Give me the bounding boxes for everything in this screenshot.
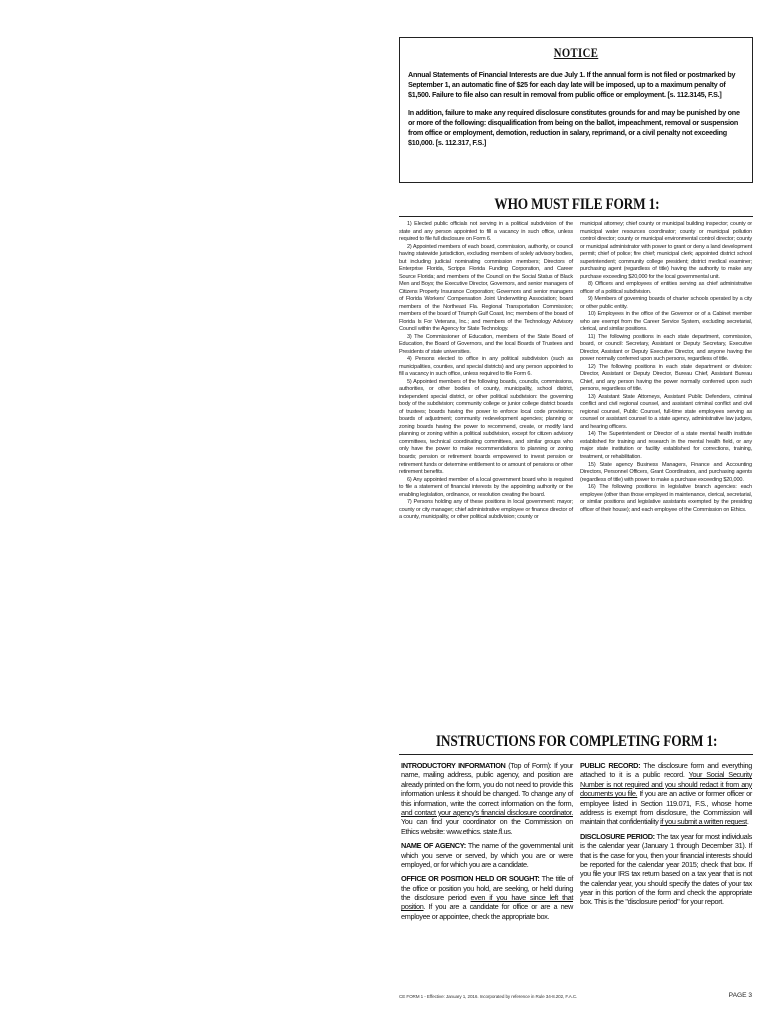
divider bbox=[399, 216, 753, 217]
who-item: 11) The following positions in each state department, commission, board, or council: Secretary, Assistant or Deputy Secretary, Executive Director, Assistant or Deputy Executive Director, and anyone having the power normally conferred upon such persons, regardless of title. bbox=[580, 333, 752, 363]
who-item: 10) Employees in the office of the Governor or of a Cabinet member who are exempt from the Career Service System, excluding secretarial, clerical, and similar positions. bbox=[580, 311, 752, 333]
who-item: 2) Appointed members of each board, commission, authority, or council having statewide jurisdiction, excluding members of solely advisory bodies, but including judicial nominating commission members; Directors of Enterprise Florida, Scripps Florida Funding Corporation, and Career Source Florida; and members of the Council on the Social Status of Black Men and Boys; the Executive Director, Governors, and senior managers of Citizens Property Insurance Corporation; Governors and senior managers of Florida Workers' Compensation Joint Underwriting Association; board members of the Northeast Fla. Regional Transportation Commission; members of the board of Triumph Gulf Coast, Inc; members of the board of Florida Is For Veterans, Inc.; and members of the Technology Advisory Council within the Agency for State Technology. bbox=[399, 243, 573, 333]
who-item: 15) State agency Business Managers, Finance and Accounting Directors, Personnel Officers, Grant Coordinators, and purchasing agents (regardless of title) with power to make a purchase exceeding $20,000. bbox=[580, 461, 752, 483]
who-item: 16) The following positions in legislative branch agencies: each employee (other than those employed in maintenance, clerical, secretarial, or similar positions and legislative assistants exempted by the presiding officer of their house); and each employee of the Commission on Ethics. bbox=[580, 484, 752, 513]
disclosure-period: DISCLOSURE PERIOD: The tax year for most individuals is the calendar year (January 1 through December 31). If that is the case for you, then your financial interests should be reported for the calendar year 2015; check that box. If you file your IRS tax return based on a tax year that is not the calendar year, you should specify the dates of your tax year in this portion of the form and check the appropriate box. This is the "disclosure period" for your report. bbox=[580, 831, 752, 907]
who-item: 6) Any appointed member of a local government board who is required to file a statement of financial interests by the appointing authority or the enabling legislation, ordinance, or resolution creating the board. bbox=[399, 476, 573, 498]
who-item: municipal attorney; chief county or municipal building inspector; county or municipal water resources coordinator; county or municipal pollution control director; county or municipal environmental control director; county or municipal administrator with power to grant or deny a land development permit; chief of police; fire chief; municipal clerk; appointed district school superintendent; community college president; district medical examiner; purchasing agent (regardless of title) having the authority to make any purchase exceeding $20,000 for the local governmental unit. bbox=[580, 221, 752, 280]
who-item: 14) The Superintendent or Director of a state mental health institute established for training and research in the mental health field, or any major state institution or facility established for corrections, training, treatment, or rehabilitation. bbox=[580, 431, 752, 460]
who-item: 1) Elected public officials not serving in a political subdivision of the state and any person appointed to fill a vacancy in such office, unless required to file full disclosure on Form 6. bbox=[399, 221, 573, 243]
office-or-position: OFFICE OR POSITION HELD OR SOUGHT: The title of the office or position you hold, are seeking, or held during the disclosure period even if you have since left that position. If you are a candidate for office or are a new employee or appointee, check the appropriate box. bbox=[401, 874, 574, 921]
notice-box bbox=[399, 37, 753, 183]
notice-paragraph-deadline: Annual Statements of Financial Interests are due July 1. If the annual form is not filed or postmarked by September 1, an automatic fine of $25 for each day late will be imposed, up to a maximum penalty of $1,500. Failure to file also can result in removal from public office or employment. [s. 112.3145, F.S.] bbox=[408, 70, 736, 99]
who-item: 5) Appointed members of the following boards, councils, commissions, authorities, or other bodies of county, municipality, school district, independent special district, or other political subdivision: the governing body of the subdivision; community college or junior college district boards of trustees; boards having the power to enforce local code provisions; boards of adjustment; community redevelopment agencies; planning or zoning boards having the power to recommend, create, or modify land planning or zoning within a political subdivision, except for citizen advisory committees, technical coordinating committees, and similar groups who only have the power to make recommendations to planning or zoning boards; pension or retirement boards empowered to invest pension or retirement funds or determine entitlement to or amount of pensions or other retirement benefits. bbox=[399, 378, 573, 476]
who-item: 8) Officers and employees of entities serving as chief administrative officer of a political subdivision. bbox=[580, 281, 752, 295]
who-item: 12) The following positions in each state department or division: Director, Assistant or Deputy Director, Bureau Chief, Assistant Bureau Chief, and any person having the power normally conferred upon such persons, regardless of title. bbox=[580, 363, 752, 393]
who-must-file-title: WHO MUST FILE FORM 1: bbox=[493, 196, 659, 213]
page-number: PAGE 3 bbox=[728, 992, 752, 999]
instructions-title: INSTRUCTIONS FOR COMPLETING FORM 1: bbox=[435, 733, 718, 750]
name-of-agency: NAME OF AGENCY: The name of the governmental unit which you serve or served, by which you are or were employed, or for which you are a candidate. bbox=[401, 841, 573, 869]
introductory-information: INTRODUCTORY INFORMATION (Top of Form): If your name, mailing address, public agency, and position are already printed on the form, you do not need to provide this information unless it should be changed. To change any of this information, write the correct information on the form, and contact your agency's financial disclosure coordinator. You can find your coordinator on the Commission on Ethics website: www.ethics. state.fl.us. bbox=[401, 761, 573, 836]
form-page bbox=[391, 35, 762, 1015]
who-item: 13) Assistant State Attorneys, Assistant Public Defenders, criminal conflict and civil regional counsel, and assistant criminal conflict and civil regional counsel, Public Counsel, full-time state employees serving as counsel or assistant counsel to a state agency, administrative law judges, and hearing officers. bbox=[580, 393, 752, 430]
who-column-right bbox=[580, 221, 752, 514]
notice-title: NOTICE bbox=[553, 45, 599, 60]
who-item: 4) Persons elected to office in any political subdivision (such as municipalities, counties, and special districts) and any person appointed to fill a vacancy in such office, unless required to file Form 6. bbox=[399, 356, 573, 378]
footer-form-info: CE FORM 1 - Effective: January 1, 2016. Incorporated by reference in Rule 34-8.202, F.A.C. bbox=[399, 994, 578, 999]
instructions-column-right bbox=[580, 761, 752, 912]
who-item: 9) Members of governing boards of charter schools operated by a city or other public entity. bbox=[580, 296, 752, 310]
who-column-left bbox=[399, 221, 573, 522]
instructions-column-left bbox=[401, 761, 573, 926]
divider bbox=[399, 754, 753, 755]
notice-paragraph-penalties: In addition, failure to make any required disclosure constitutes grounds for and may be punished by one or more of the following: disqualification from being on the ballot, impeachment, removal or suspension from office or employment, demotion, reduction in salary, reprimand, or a civil penalty not exceeding $10,000. [s. 112.317, F.S.] bbox=[408, 107, 740, 147]
who-item: 7) Persons holding any of these positions in local government: mayor; county or city manager; chief administrative employee or finance director of a county, municipality, or other political subdivision; county or bbox=[399, 499, 573, 521]
who-item: 3) The Commissioner of Education, members of the State Board of Education, the Board of Governors, and the local Boards of Trustees and Presidents of state universities. bbox=[399, 333, 573, 355]
public-record: PUBLIC RECORD: The disclosure form and everything attached to it is a public record. Your Social Security Number is not required and you should redact it from any documents you file. If you are an active or former officer or employee listed in Section 119.071, F.S., whose home address is exempt from disclosure, the Commission will maintain that confidentiality if you submit a written request. bbox=[580, 761, 753, 827]
